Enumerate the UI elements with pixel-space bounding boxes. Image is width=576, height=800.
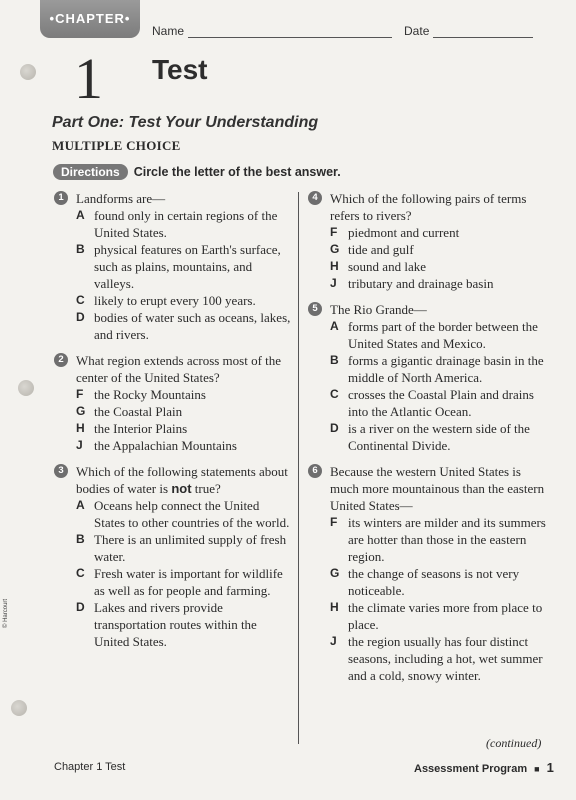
question-number-badge: 5 bbox=[308, 302, 322, 316]
choice-c[interactable] bbox=[76, 565, 292, 599]
choice-text: the Interior Plains bbox=[94, 421, 188, 436]
page-number: 1 bbox=[546, 760, 554, 775]
question-5 bbox=[306, 301, 546, 454]
binder-hole bbox=[18, 380, 34, 396]
choice-text: sound and lake bbox=[348, 259, 426, 274]
choice-h[interactable] bbox=[330, 599, 546, 633]
binder-hole bbox=[20, 64, 36, 80]
choice-a[interactable] bbox=[76, 207, 292, 241]
choice-text: There is an unlimited supply of fresh water. bbox=[94, 532, 287, 564]
choice-text: piedmont and current bbox=[348, 225, 460, 240]
continued-note: (continued) bbox=[486, 736, 542, 750]
choice-letter: G bbox=[76, 404, 86, 418]
choice-letter: H bbox=[330, 600, 339, 614]
choice-text: forms part of the border between the United States and Mexico. bbox=[348, 319, 538, 351]
question-prompt: The Rio Grande— bbox=[330, 302, 427, 317]
prompt-emphasis: not bbox=[171, 481, 192, 496]
choice-letter: A bbox=[330, 319, 339, 333]
binder-hole bbox=[11, 700, 27, 716]
directions-badge: Directions bbox=[53, 164, 128, 180]
choice-letter: C bbox=[76, 293, 85, 307]
choice-letter: C bbox=[76, 566, 85, 580]
choice-g[interactable] bbox=[330, 241, 546, 258]
choice-g[interactable] bbox=[76, 403, 292, 420]
left-column bbox=[52, 190, 292, 659]
choice-a[interactable] bbox=[76, 497, 292, 531]
question-2 bbox=[52, 352, 292, 454]
choice-j[interactable] bbox=[330, 275, 546, 292]
column-divider bbox=[298, 192, 299, 744]
choice-text: tributary and drainage basin bbox=[348, 276, 494, 291]
footer-left: Chapter 1 Test bbox=[54, 761, 126, 773]
choice-letter: B bbox=[76, 242, 85, 256]
choice-letter: H bbox=[330, 259, 339, 273]
choice-b[interactable] bbox=[76, 241, 292, 292]
choice-text: the Appalachian Mountains bbox=[94, 438, 237, 453]
footer-bullet: ■ bbox=[534, 764, 540, 774]
choice-a[interactable] bbox=[330, 318, 546, 352]
choice-text: crosses the Coastal Plain and drains into the Atlantic Ocean. bbox=[348, 387, 534, 419]
choice-b[interactable] bbox=[330, 352, 546, 386]
chapter-number: 1 bbox=[74, 46, 103, 111]
question-number-badge: 4 bbox=[308, 191, 322, 205]
choice-letter: B bbox=[330, 353, 339, 367]
choice-f[interactable] bbox=[330, 514, 546, 565]
choice-h[interactable] bbox=[76, 420, 292, 437]
choice-text: tide and gulf bbox=[348, 242, 414, 257]
name-label: Name bbox=[152, 24, 185, 38]
footer-right bbox=[414, 760, 554, 775]
choice-b[interactable] bbox=[76, 531, 292, 565]
choice-text: Oceans help connect the United States to other countries of the world. bbox=[94, 498, 290, 530]
date-label: Date bbox=[404, 24, 430, 38]
prompt-text: true? bbox=[191, 481, 221, 496]
question-1 bbox=[52, 190, 292, 343]
choice-letter: F bbox=[330, 225, 338, 239]
choice-d[interactable] bbox=[76, 309, 292, 343]
choice-j[interactable] bbox=[330, 633, 546, 684]
question-prompt: Because the western United States is much more mountainous than the eastern United States— bbox=[330, 464, 545, 513]
choice-text: its winters are milder and its summers are hotter than those in the eastern region. bbox=[348, 515, 546, 564]
choice-d[interactable] bbox=[330, 420, 546, 454]
question-number-badge: 2 bbox=[54, 353, 68, 367]
choice-letter: B bbox=[76, 532, 85, 546]
directions-text: Circle the letter of the best answer. bbox=[133, 165, 341, 179]
choice-letter: G bbox=[330, 242, 340, 256]
choice-text: bodies of water such as oceans, lakes, and rivers. bbox=[94, 310, 291, 342]
choice-letter: C bbox=[330, 387, 339, 401]
choice-letter: J bbox=[330, 276, 337, 290]
choice-f[interactable] bbox=[76, 386, 292, 403]
choice-letter: D bbox=[76, 600, 85, 614]
choice-j[interactable] bbox=[76, 437, 292, 454]
choice-g[interactable] bbox=[330, 565, 546, 599]
section-subtitle: MULTIPLE CHOICE bbox=[52, 138, 181, 153]
choice-f[interactable] bbox=[330, 224, 546, 241]
directions-row bbox=[53, 164, 341, 180]
choice-letter: D bbox=[76, 310, 85, 324]
question-prompt: Landforms are— bbox=[76, 191, 166, 206]
choice-text: Lakes and rivers provide transportation routes within the United States. bbox=[94, 600, 257, 649]
choice-text: found only in certain regions of the United States. bbox=[94, 208, 278, 240]
question-6 bbox=[306, 463, 546, 684]
choice-text: likely to erupt every 100 years. bbox=[94, 293, 256, 308]
footer-program: Assessment Program bbox=[414, 763, 528, 775]
question-number-badge: 1 bbox=[54, 191, 68, 205]
choice-text: physical features on Earth's surface, such as plains, mountains, and valleys. bbox=[94, 242, 281, 291]
choice-text: the Rocky Mountains bbox=[94, 387, 206, 402]
name-date-row bbox=[152, 24, 533, 38]
question-prompt: What region extends across most of the center of the United States? bbox=[76, 353, 282, 385]
question-prompt: Which of the following pairs of terms refers to rivers? bbox=[330, 191, 527, 223]
page-title: Test bbox=[152, 54, 208, 85]
name-field[interactable] bbox=[188, 25, 392, 38]
choice-letter: J bbox=[330, 634, 337, 648]
choice-letter: H bbox=[76, 421, 85, 435]
date-field[interactable] bbox=[433, 25, 533, 38]
choice-letter: A bbox=[76, 208, 85, 222]
question-3 bbox=[52, 463, 292, 650]
choice-c[interactable] bbox=[330, 386, 546, 420]
choice-letter: J bbox=[76, 438, 83, 452]
choice-text: is a river on the western side of the Continental Divide. bbox=[348, 421, 530, 453]
part-title: Part One: Test Your Understanding bbox=[52, 114, 319, 131]
question-number-badge: 6 bbox=[308, 464, 322, 478]
choice-text: forms a gigantic drainage basin in the middle of North America. bbox=[348, 353, 544, 385]
question-number-badge: 3 bbox=[54, 464, 68, 478]
choice-letter: G bbox=[330, 566, 340, 580]
right-column bbox=[306, 190, 546, 693]
choice-letter: F bbox=[330, 515, 338, 529]
copyright-note: © Harcourt bbox=[3, 598, 9, 628]
prompt-text: Which of the following statements about bodies of water is bbox=[76, 464, 288, 496]
question-prompt bbox=[76, 463, 292, 497]
choice-text: the region usually has four distinct seasons, including a hot, wet summer and a cold, snowy winter. bbox=[348, 634, 543, 683]
choice-text: the climate varies more from place to place. bbox=[348, 600, 543, 632]
chapter-tab: •CHAPTER• bbox=[40, 0, 140, 38]
choice-letter: D bbox=[330, 421, 339, 435]
choice-text: Fresh water is important for wildlife as well as for people and farming. bbox=[94, 566, 283, 598]
choice-c[interactable] bbox=[76, 292, 292, 309]
choice-letter: A bbox=[76, 498, 85, 512]
choice-text: the change of seasons is not very noticeable. bbox=[348, 566, 520, 598]
choice-letter: F bbox=[76, 387, 84, 401]
choice-text: the Coastal Plain bbox=[94, 404, 183, 419]
question-4 bbox=[306, 190, 546, 292]
choice-d[interactable] bbox=[76, 599, 292, 650]
choice-h[interactable] bbox=[330, 258, 546, 275]
